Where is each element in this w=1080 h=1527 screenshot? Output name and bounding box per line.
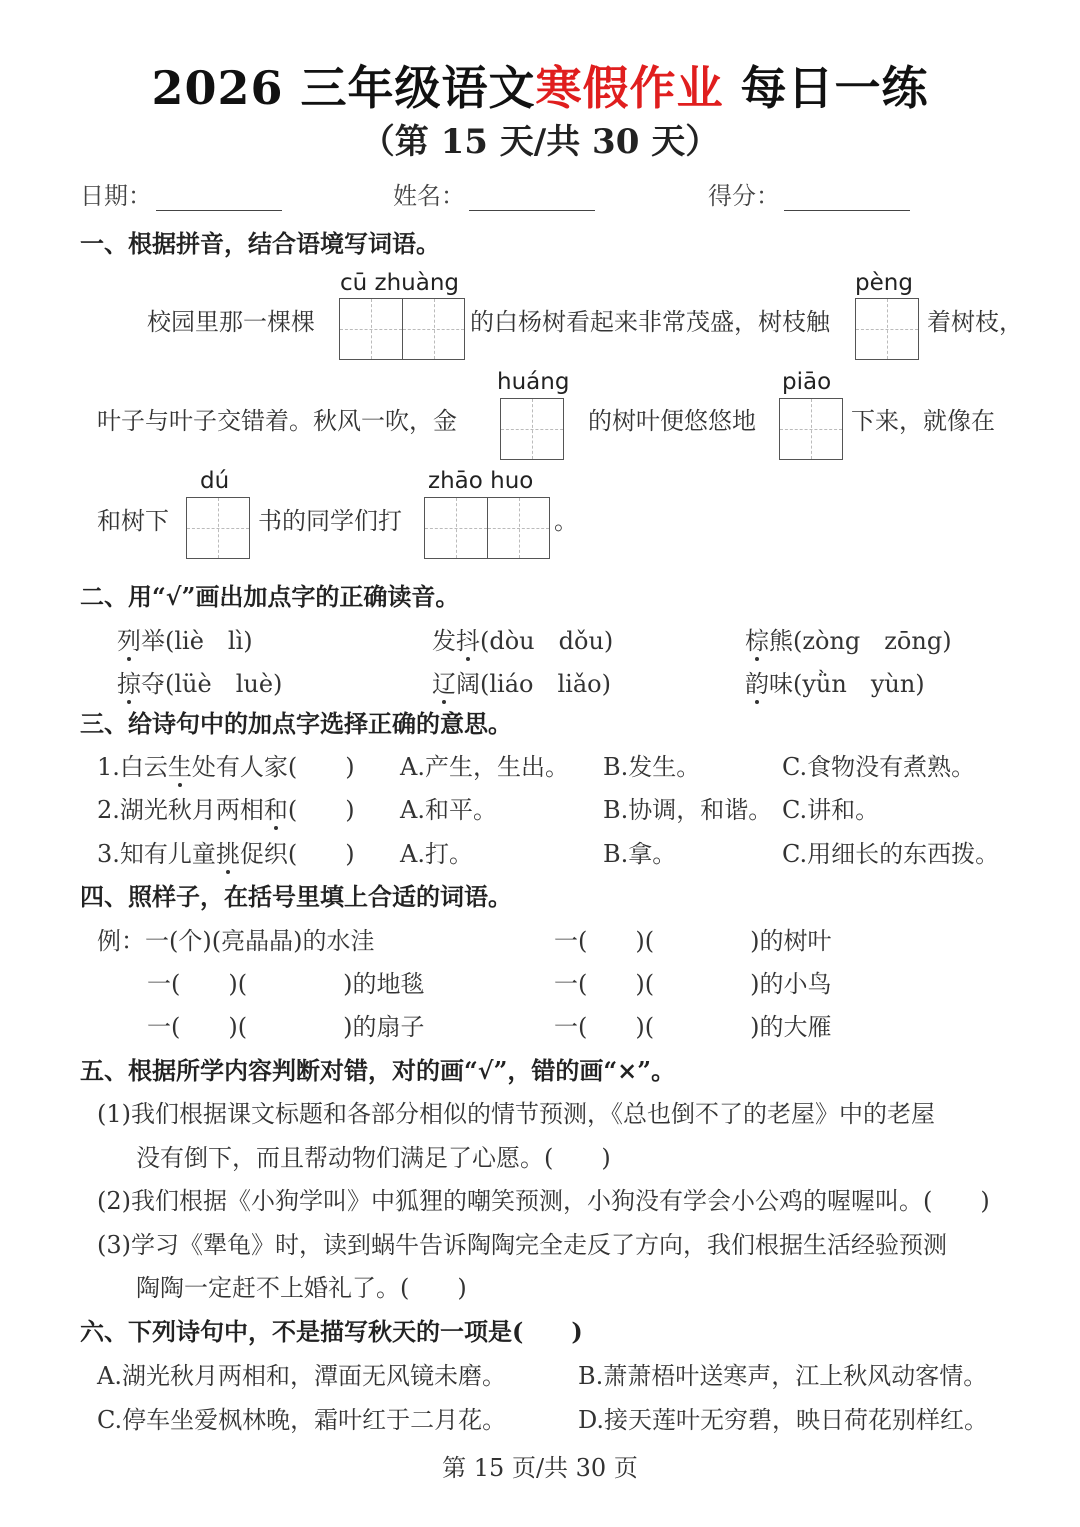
section-6-heading: 六、下列诗句中，不是描写秋天的一项是( ) bbox=[80, 1317, 583, 1346]
pronunciation-item-1[interactable]: 列举(liè lì) bbox=[117, 621, 253, 656]
judge-question-2[interactable]: (2)我们根据《小狗学叫》中狐狸的嘲笑预测，小狗没有学会小公鸡的喔喔叫。( ) bbox=[97, 1187, 990, 1215]
s1-text-1: 校园里那一棵棵 bbox=[147, 308, 315, 336]
judge-question-3-line-1: (3)学习《犟龟》时，读到蜗牛告诉陶陶完全走反了方向，我们根据生活经验预测 bbox=[97, 1231, 947, 1259]
section-4-heading: 四、照样子，在括号里填上合适的词语。 bbox=[80, 882, 512, 911]
pronunciation-item-5[interactable]: 辽阔(liáo liǎo) bbox=[432, 664, 611, 699]
pronunciation-item-4[interactable]: 掠夺(lüè luè) bbox=[117, 664, 282, 699]
choice-b[interactable]: B.萧萧梧叶送寒声，江上秋风动客情。 bbox=[578, 1362, 988, 1390]
judge-question-3-line-2[interactable]: 陶陶一定赶不上婚礼了。( ) bbox=[136, 1274, 467, 1302]
s1-text-3: 着树枝， bbox=[927, 308, 1023, 336]
answer-box-3[interactable] bbox=[500, 398, 564, 460]
answer-box-6[interactable] bbox=[424, 497, 550, 559]
s1-text-9: 。 bbox=[554, 507, 578, 535]
q1-option-a[interactable]: A.产生，生出。 bbox=[400, 753, 569, 781]
q3-option-a[interactable]: A.打。 bbox=[400, 840, 473, 868]
name-blank[interactable] bbox=[469, 187, 595, 211]
s1-text-6: 下来，就像在 bbox=[851, 407, 995, 435]
answer-box-5[interactable] bbox=[186, 497, 250, 559]
section-2-heading: 二、用“√”画出加点字的正确读音。 bbox=[80, 582, 460, 611]
judge-question-1-line-1: (1)我们根据课文标题和各部分相似的情节预测，《总也倒不了的老屋》中的老屋 bbox=[97, 1100, 935, 1128]
fill-phrase-left-1[interactable]: 一( )( )的地毯 bbox=[147, 970, 425, 998]
s1-text-8: 书的同学们打 bbox=[258, 507, 402, 535]
pronunciation-item-3[interactable]: 棕熊(zòng zōng) bbox=[745, 621, 952, 656]
pinyin-4: piāo bbox=[782, 369, 832, 395]
section-3-heading: 三、给诗句中的加点字选择正确的意思。 bbox=[80, 709, 512, 738]
example-phrase: 例：一(个)(亮晶晶)的水洼 bbox=[97, 927, 375, 955]
poem-question-1[interactable]: 1.白云生处有人家( ) bbox=[97, 747, 355, 782]
s1-text-5: 的树叶便悠悠地 bbox=[588, 407, 756, 435]
pinyin-1: cū zhuàng bbox=[340, 270, 460, 296]
q2-option-a[interactable]: A.和平。 bbox=[400, 796, 497, 824]
poem-question-3[interactable]: 3.知有儿童挑促织( ) bbox=[97, 834, 355, 869]
q2-option-b[interactable]: B.协调，和谐。 bbox=[603, 796, 773, 824]
answer-box-2[interactable] bbox=[855, 298, 919, 360]
choice-d[interactable]: D.接天莲叶无穷碧，映日荷花别样红。 bbox=[578, 1406, 989, 1434]
fill-phrase-right-3[interactable]: 一( )( )的大雁 bbox=[554, 1013, 832, 1041]
s1-text-4: 叶子与叶子交错着。秋风一吹，金 bbox=[97, 407, 457, 435]
section-5-heading: 五、根据所学内容判断对错，对的画“√”，错的画“×”。 bbox=[80, 1056, 676, 1085]
q3-option-b[interactable]: B.拿。 bbox=[603, 840, 677, 868]
s1-text-2: 的白杨树看起来非常茂盛，树枝触 bbox=[470, 308, 830, 336]
date-blank[interactable] bbox=[156, 187, 282, 211]
s1-text-7: 和树下 bbox=[97, 507, 169, 535]
pinyin-3: huáng bbox=[497, 369, 570, 395]
answer-box-4[interactable] bbox=[779, 398, 843, 460]
score-field[interactable]: 得分： bbox=[708, 176, 910, 211]
pinyin-6: zhāo huo bbox=[428, 468, 534, 494]
choice-c[interactable]: C.停车坐爱枫林晚，霜叶红于二月花。 bbox=[97, 1406, 507, 1434]
page-subtitle: （第 15 天/共 30 天） bbox=[360, 122, 720, 162]
judge-question-1-line-2[interactable]: 没有倒下，而且帮动物们满足了心愿。( ) bbox=[136, 1144, 611, 1172]
q3-option-c[interactable]: C.用细长的东西拨。 bbox=[782, 840, 1000, 868]
pronunciation-item-6[interactable]: 韵味(yǜn yùn) bbox=[745, 664, 925, 699]
section-1-heading: 一、根据拼音，结合语境写词语。 bbox=[80, 229, 440, 258]
score-blank[interactable] bbox=[784, 187, 910, 211]
fill-phrase-right-2[interactable]: 一( )( )的小鸟 bbox=[554, 970, 832, 998]
q2-option-c[interactable]: C.讲和。 bbox=[782, 796, 880, 824]
pinyin-2: pèng bbox=[855, 270, 913, 296]
fill-phrase-left-2[interactable]: 一( )( )的扇子 bbox=[147, 1013, 425, 1041]
poem-question-2[interactable]: 2.湖光秋月两相和( ) bbox=[97, 790, 355, 825]
name-field[interactable]: 姓名： bbox=[393, 176, 595, 211]
choice-a[interactable]: A.湖光秋月两相和，潭面无风镜未磨。 bbox=[97, 1362, 506, 1390]
title-highlight: 寒假作业 bbox=[535, 61, 724, 115]
pinyin-5: dú bbox=[200, 468, 230, 494]
answer-box-1[interactable] bbox=[339, 298, 465, 360]
fill-phrase-right-1[interactable]: 一( )( )的树叶 bbox=[554, 927, 832, 955]
q1-option-c[interactable]: C.食物没有煮熟。 bbox=[782, 753, 976, 781]
q1-option-b[interactable]: B.发生。 bbox=[603, 753, 701, 781]
date-field[interactable]: 日期： bbox=[80, 176, 282, 211]
page-title: 2026 三年级语文寒假作业 每日一练 bbox=[151, 61, 929, 115]
page-number: 第 15 页/共 30 页 bbox=[442, 1454, 638, 1482]
pronunciation-item-2[interactable]: 发抖(dòu dǒu) bbox=[432, 621, 613, 656]
